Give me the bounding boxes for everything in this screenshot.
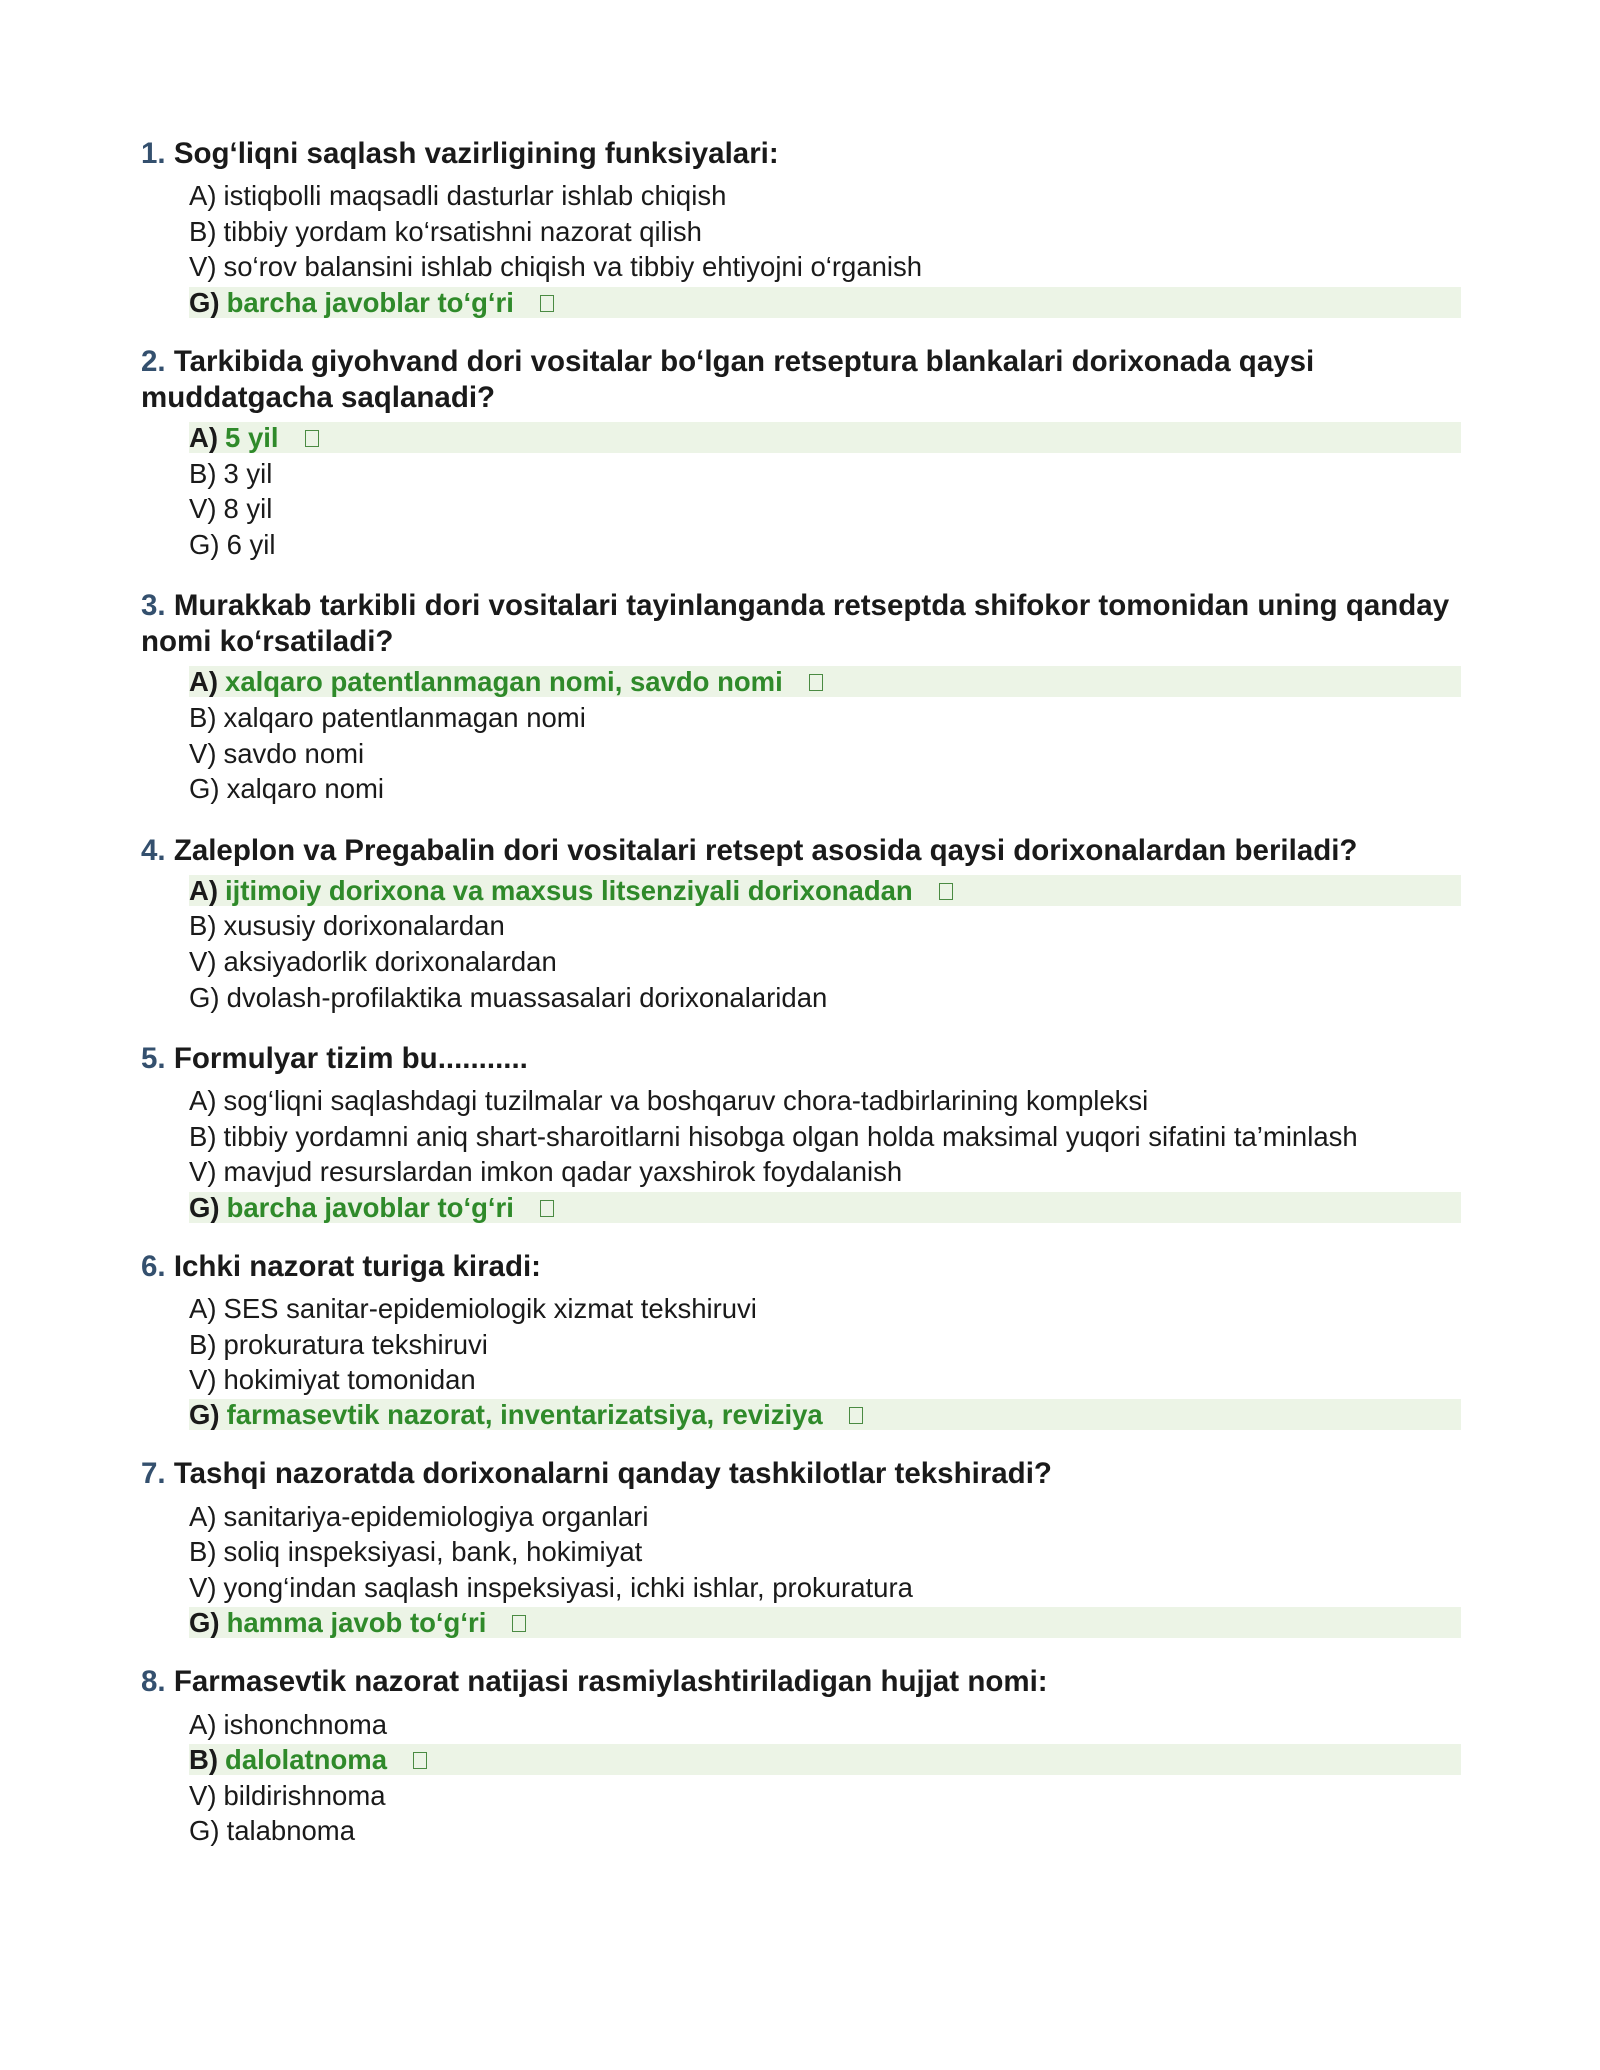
question-number: 8. xyxy=(141,1665,166,1699)
question-number: 4. xyxy=(141,833,166,867)
checkbox-icon xyxy=(305,430,319,447)
option-letter: G) xyxy=(189,1399,220,1431)
option-letter: B) xyxy=(189,1328,217,1360)
question-heading xyxy=(141,1041,1461,1077)
question-number: 3. xyxy=(141,589,166,623)
option-letter: G) xyxy=(189,528,220,560)
option-text: 5 yil xyxy=(225,421,279,453)
answer-option xyxy=(189,771,1461,807)
question-heading xyxy=(141,136,1461,172)
option-text: talabnoma xyxy=(226,1815,355,1847)
option-letter: A) xyxy=(189,1292,217,1324)
answer-option xyxy=(189,249,1461,285)
answer-option xyxy=(189,1777,1461,1813)
correct-answer-option xyxy=(189,422,1461,453)
option-letter: G) xyxy=(189,773,220,805)
option-text: xalqaro nomi xyxy=(226,773,385,805)
option-letter: A) xyxy=(189,1500,217,1532)
answer-options xyxy=(189,1706,1461,1848)
answer-option xyxy=(189,1362,1461,1398)
answer-options xyxy=(189,875,1461,1015)
checkbox-icon xyxy=(809,674,823,691)
option-letter: V) xyxy=(189,493,217,525)
option-letter: A) xyxy=(189,1708,217,1740)
correct-answer-option xyxy=(189,1192,1461,1223)
checkbox-icon xyxy=(512,1615,526,1632)
option-text: tibbiy yordamni aniq shart-sharoitlarni hisobga olgan holda maksimal yuqori sifatini ta’minlash xyxy=(223,1120,1358,1152)
option-text: 3 yil xyxy=(223,457,273,489)
answer-options xyxy=(189,1498,1461,1638)
option-text: dvolash-profilaktika muassasalari dorixonalaridan xyxy=(226,981,828,1013)
option-letter: B) xyxy=(189,1743,219,1775)
option-text: 6 yil xyxy=(226,528,276,560)
answer-options xyxy=(189,1083,1461,1223)
option-letter: G) xyxy=(189,286,220,318)
question-heading xyxy=(141,1664,1461,1700)
answer-option xyxy=(189,1706,1461,1742)
checkbox-icon xyxy=(849,1407,863,1424)
checkbox-icon xyxy=(413,1752,427,1769)
option-text: istiqbolli maqsadli dasturlar ishlab chiqish xyxy=(223,180,727,212)
option-letter: V) xyxy=(189,1571,217,1603)
option-letter: G) xyxy=(189,981,220,1013)
question-heading xyxy=(141,1456,1461,1492)
option-text: ishonchnoma xyxy=(223,1708,388,1740)
correct-answer-option xyxy=(189,287,1461,318)
question-heading xyxy=(141,1249,1461,1285)
option-text: farmasevtik nazorat, inventarizatsiya, reviziya xyxy=(226,1399,823,1431)
correct-answer-option xyxy=(189,1399,1461,1430)
question-block xyxy=(141,1041,1461,1223)
checkbox-icon xyxy=(540,295,554,312)
answer-option xyxy=(189,979,1461,1015)
question-text: Zaleplon va Pregabalin dori vositalari retsept asosida qaysi dorixonalardan beriladi? xyxy=(173,833,1358,867)
option-text: bildirishnoma xyxy=(223,1779,386,1811)
option-letter: G) xyxy=(189,1815,220,1847)
option-letter: B) xyxy=(189,215,217,247)
option-text: SES sanitar-epidemiologik xizmat tekshiruvi xyxy=(223,1292,757,1324)
question-text: Sog‘liqni saqlash vazirligining funksiyalari: xyxy=(173,137,779,170)
option-text: barcha javoblar to‘g‘ri xyxy=(226,1191,514,1223)
answer-options xyxy=(189,422,1461,562)
correct-answer-option xyxy=(189,1607,1461,1638)
answer-option xyxy=(189,1083,1461,1119)
question-text: Murakkab tarkibli dori vositalari tayinlanganda retseptda shifokor tomonidan uning qanday nomi ko‘rsatiladi? xyxy=(141,589,1450,659)
question-block xyxy=(141,1664,1461,1848)
option-text: aksiyadorlik dorixonalardan xyxy=(223,946,557,978)
option-text: mavjud resurslardan imkon qadar yaxshirok foydalanish xyxy=(223,1156,903,1188)
answer-option xyxy=(189,214,1461,250)
question-block xyxy=(141,344,1461,562)
correct-answer-option xyxy=(189,1744,1461,1775)
answer-option xyxy=(189,1813,1461,1849)
option-text: xalqaro patentlanmagan nomi xyxy=(223,702,586,734)
option-letter: A) xyxy=(189,1085,217,1117)
answer-option xyxy=(189,1570,1461,1606)
option-letter: B) xyxy=(189,702,217,734)
answer-option xyxy=(189,908,1461,944)
question-heading xyxy=(141,833,1461,869)
question-number: 1. xyxy=(141,137,166,170)
answer-options xyxy=(189,1291,1461,1431)
answer-option xyxy=(189,1154,1461,1190)
option-letter: B) xyxy=(189,1120,217,1152)
answer-option xyxy=(189,1119,1461,1155)
answer-option xyxy=(189,1498,1461,1534)
option-letter: V) xyxy=(189,1779,217,1811)
option-letter: G) xyxy=(189,1191,220,1223)
answer-option xyxy=(189,735,1461,771)
checkbox-icon xyxy=(939,883,953,900)
answer-option xyxy=(189,455,1461,491)
answer-option xyxy=(189,1291,1461,1327)
quiz-document xyxy=(141,136,1461,1875)
question-heading xyxy=(141,344,1461,416)
question-block xyxy=(141,588,1461,806)
option-letter: A) xyxy=(189,421,219,453)
answer-option xyxy=(189,1534,1461,1570)
answer-option xyxy=(189,944,1461,980)
answer-option xyxy=(189,527,1461,563)
option-text: tibbiy yordam ko‘rsatishni nazorat qilish xyxy=(223,215,702,247)
option-letter: G) xyxy=(189,1607,220,1639)
question-heading xyxy=(141,588,1461,660)
option-letter: V) xyxy=(189,251,217,283)
question-text: Formulyar tizim bu........... xyxy=(173,1041,528,1075)
answer-options xyxy=(189,666,1461,806)
answer-option xyxy=(189,700,1461,736)
option-letter: A) xyxy=(189,666,219,698)
option-letter: B) xyxy=(189,457,217,489)
checkbox-icon xyxy=(540,1200,554,1217)
option-letter: B) xyxy=(189,1536,217,1568)
question-text: Farmasevtik nazorat natijasi rasmiylashtiriladigan hujjat nomi: xyxy=(173,1665,1048,1699)
option-text: prokuratura tekshiruvi xyxy=(223,1328,488,1360)
option-letter: B) xyxy=(189,910,217,942)
question-number: 6. xyxy=(141,1249,166,1283)
option-text: savdo nomi xyxy=(223,737,365,769)
question-block xyxy=(141,136,1461,318)
option-letter: A) xyxy=(189,874,219,906)
question-number: 2. xyxy=(141,344,166,378)
question-text: Ichki nazorat turiga kiradi: xyxy=(173,1249,542,1283)
option-text: dalolatnoma xyxy=(225,1743,387,1775)
option-text: barcha javoblar to‘g‘ri xyxy=(226,286,514,318)
option-letter: V) xyxy=(189,737,217,769)
option-text: soliq inspeksiyasi, bank, hokimiyat xyxy=(223,1536,643,1568)
answer-option xyxy=(189,178,1461,214)
option-letter: A) xyxy=(189,180,217,212)
option-text: yong‘indan saqlash inspeksiyasi, ichki ishlar, prokuratura xyxy=(223,1571,913,1603)
question-text: Tashqi nazoratda dorixonalarni qanday tashkilotlar tekshiradi? xyxy=(173,1457,1052,1491)
option-text: so‘rov balansini ishlab chiqish va tibbiy ehtiyojni o‘rganish xyxy=(223,251,923,283)
answer-option xyxy=(189,491,1461,527)
option-text: hokimiyat tomonidan xyxy=(223,1364,476,1396)
question-text: Tarkibida giyohvand dori vositalar bo‘lgan retseptura blankalari dorixonada qaysi muddatgacha saqlanadi? xyxy=(141,344,1315,414)
correct-answer-option xyxy=(189,875,1461,906)
question-block xyxy=(141,1456,1461,1638)
question-block xyxy=(141,833,1461,1015)
option-text: hamma javob to‘g‘ri xyxy=(226,1607,487,1639)
correct-answer-option xyxy=(189,666,1461,697)
option-letter: V) xyxy=(189,1156,217,1188)
option-text: sanitariya-epidemiologiya organlari xyxy=(223,1500,649,1532)
option-text: sog‘liqni saqlashdagi tuzilmalar va boshqaruv chora-tadbirlarining kompleksi xyxy=(223,1085,1149,1117)
option-text: ijtimoiy dorixona va maxsus litsenziyali dorixonadan xyxy=(225,874,913,906)
question-number: 7. xyxy=(141,1457,166,1491)
answer-options xyxy=(189,178,1461,318)
option-letter: V) xyxy=(189,1364,217,1396)
option-letter: V) xyxy=(189,946,217,978)
option-text: xalqaro patentlanmagan nomi, savdo nomi xyxy=(225,666,783,698)
answer-option xyxy=(189,1326,1461,1362)
option-text: 8 yil xyxy=(223,493,273,525)
option-text: xususiy dorixonalardan xyxy=(223,910,505,942)
question-number: 5. xyxy=(141,1041,166,1075)
question-block xyxy=(141,1249,1461,1431)
